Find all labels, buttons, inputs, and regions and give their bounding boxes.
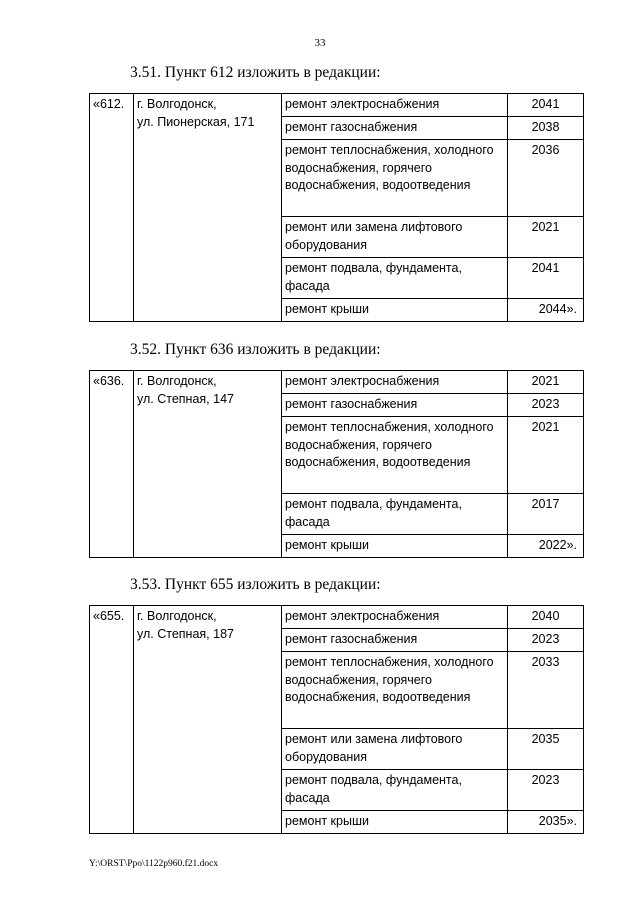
section-heading: 3.51. Пункт 612 изложить в редакции:: [130, 64, 381, 81]
work-type: ремонт крыши: [282, 811, 508, 834]
work-type: ремонт теплоснабжения, холодного водоснабжения, горячего водоснабжения, водоотведения: [282, 140, 508, 217]
work-year: 2033: [508, 652, 584, 729]
work-year: 2038: [508, 117, 584, 140]
work-year: 2035».: [508, 811, 584, 834]
page-number: 33: [314, 37, 326, 49]
address-city: г. Волгодонск,: [137, 374, 217, 388]
work-year: 2023: [508, 394, 584, 417]
work-year: 2044».: [508, 299, 584, 322]
work-type: ремонт электроснабжения: [282, 94, 508, 117]
work-type: ремонт газоснабжения: [282, 117, 508, 140]
item-number: «655.: [90, 606, 134, 834]
work-type: ремонт теплоснабжения, холодного водоснабжения, горячего водоснабжения, водоотведения: [282, 652, 508, 729]
work-year: 2021: [508, 371, 584, 394]
work-type: ремонт или замена лифтового оборудования: [282, 217, 508, 258]
work-type: ремонт газоснабжения: [282, 629, 508, 652]
address-city: г. Волгодонск,: [137, 609, 217, 623]
section-heading: 3.53. Пункт 655 изложить в редакции:: [130, 576, 381, 593]
work-type: ремонт газоснабжения: [282, 394, 508, 417]
work-year: 2022».: [508, 535, 584, 558]
work-year: 2017: [508, 494, 584, 535]
work-year: 2023: [508, 629, 584, 652]
work-type: ремонт подвала, фундамента, фасада: [282, 494, 508, 535]
work-year: 2021: [508, 217, 584, 258]
edit-table: [89, 605, 584, 834]
work-type: ремонт подвала, фундамента, фасада: [282, 258, 508, 299]
work-type: ремонт электроснабжения: [282, 606, 508, 629]
work-type: ремонт подвала, фундамента, фасада: [282, 770, 508, 811]
work-year: 2021: [508, 417, 584, 494]
work-type: ремонт электроснабжения: [282, 371, 508, 394]
footer-file-path: Y:\ORST\Ppo\1122p960.f21.docx: [89, 859, 219, 869]
work-type: ремонт или замена лифтового оборудования: [282, 729, 508, 770]
item-number: «636.: [90, 371, 134, 558]
work-type: ремонт крыши: [282, 299, 508, 322]
edit-table: [89, 370, 584, 558]
item-number: «612.: [90, 94, 134, 322]
address-cell: [134, 606, 282, 834]
work-type: ремонт крыши: [282, 535, 508, 558]
address-cell: [134, 371, 282, 558]
address-street: ул. Степная, 187: [137, 626, 234, 641]
address-street: ул. Степная, 147: [137, 391, 234, 406]
work-year: 2036: [508, 140, 584, 217]
work-year: 2023: [508, 770, 584, 811]
address-cell: [134, 94, 282, 322]
work-year: 2041: [508, 94, 584, 117]
section-heading: 3.52. Пункт 636 изложить в редакции:: [130, 341, 381, 358]
work-type: ремонт теплоснабжения, холодного водоснабжения, горячего водоснабжения, водоотведения: [282, 417, 508, 494]
work-year: 2041: [508, 258, 584, 299]
address-city: г. Волгодонск,: [137, 97, 217, 111]
work-year: 2040: [508, 606, 584, 629]
address-street: ул. Пионерская, 171: [137, 114, 255, 129]
edit-table: [89, 93, 584, 322]
work-year: 2035: [508, 729, 584, 770]
